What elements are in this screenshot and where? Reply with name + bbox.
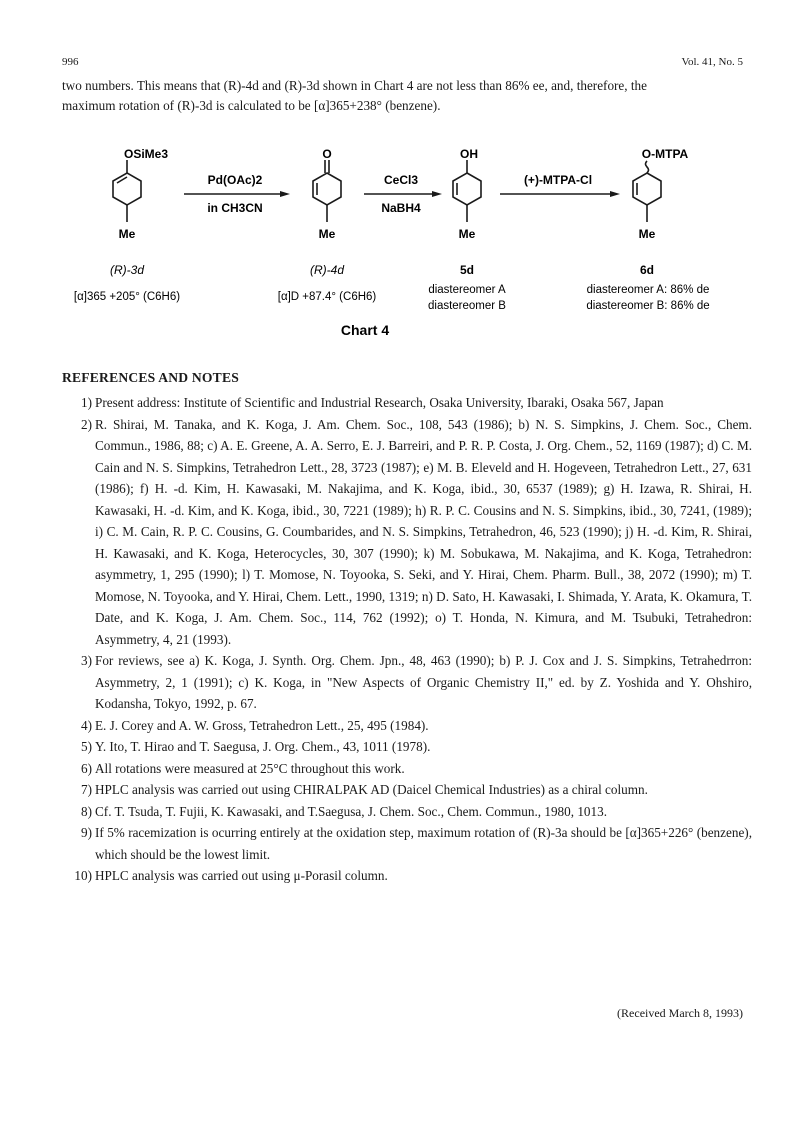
scheme-title: Chart 4 (340, 322, 390, 338)
reference-text: R. Shirai, M. Tanaka, and K. Koga, J. Am. Chem. Soc., 108, 543 (1986); b) N. S. Simpkins, J. Chem. Soc., Chem. Commun., 1986, 88; c) A. E. Greene, A. A. Serro, E. J. Barreiri, and P. R. P. Costa, J. Org. Chem., 52, 1169 (1987); d) C. M. Cain and N. S. Simpkins, Tetrahedron Lett., 28, 3723 (1987); e) M. B. Eleveld and H. Hogeveen, Tetrahedron Lett., 27, 631 (1986); f) H. -d. Kim, H. Kawasaki, M. Nakajima, and K. Koga, ibid., 30, 6537 (1989); g) H. Izawa, R. Shirai, H. Kawasaki, H. -d. Kim, and K. Koga, ibid., 30, 7221 (1989); h) R. P. C. Cousins and N. S. Simpkins, ibid., 30, 7241, (1989); i) C. M. Cain, R. P. C. Cousins, G. Coumbarides, and N. S. Simpkins, Tetrahedron, 46, 523 (1990); j) H. -d. Kim, R. Shirai, H. Kawasaki, and K. Koga, Heterocycles, 30, 307 (1990); k) M. Sobukawa, M. Nakajima, and K. Koga, Tetrahedron: asymmetry, 1, 295 (1990); l) T. Momose, N. Toyooka, S. Seki, and Y. Hirai, Chem. Pharm. Bull., 38, 2072 (1990); m) T. Momose, N. Toyooka, and Y. Hirai, Chem. Lett., 1990, 1319; n) D. Sato, H. Kawasaki, I. Shimada, Y. Arata, K. Okamura, T. Date, and K. Koga, J. Am. Chem. Soc., 114, 762 (1992); o) T. Honda, N. Kimura, and M. Tsubuki, Tetrahedron: Asymmetry, 4, 21 (1993). (95, 416, 752, 647)
arrow-1-condition: in CH3CN (207, 201, 263, 215)
reference-text: If 5% racemization is ocurring entirely at the oxidation step, maximum rotation of (R)-3a should be [α]365+226° (benzene), which should be the lowest limit. (95, 825, 752, 862)
reference-item (62, 822, 752, 865)
reference-number: 7) (81, 782, 92, 797)
reference-number: 5) (81, 739, 92, 754)
reference-number: 8) (81, 803, 92, 819)
reference-number: 2) (81, 416, 92, 432)
arrow-2-reagent: CeCl3 (383, 173, 419, 187)
compound-2-methyl: Me (318, 227, 336, 241)
compound-1-label: (R)-3d (109, 263, 145, 277)
reference-number: 1) (81, 395, 92, 410)
compound-2-rotation: [α]D +87.4° (C6H6) (277, 291, 377, 303)
compound-3-diastereomer-a: diastereomer A (428, 284, 506, 296)
arrow-2-condition: NaBH4 (381, 201, 421, 215)
reference-text: Present address: Institute of Scientific and Industrial Research, Osaka University, Ibaraki, Osaka 567, Japan (95, 395, 664, 410)
intro-line-1: two numbers. This means that (R)-4d and (R)-3d shown in Chart 4 are not less than 86% ee, and, therefore, the (62, 78, 647, 93)
reference-text: All rotations were measured at 25°C throughout this work. (95, 760, 405, 776)
compound-2-substituent: O (322, 147, 332, 161)
reference-number: 10) (74, 868, 92, 883)
compound-2-label: (R)-4d (309, 263, 345, 277)
compound-4-substituent: O-MTPA (641, 147, 689, 161)
reference-text: Y. Ito, T. Hirao and T. Saegusa, J. Org. Chem., 43, 1011 (1978). (95, 739, 431, 754)
received-date: (Received March 8, 1993) (617, 1006, 743, 1020)
intro-paragraph (62, 76, 742, 116)
reference-item (62, 715, 752, 737)
references-list (62, 392, 752, 887)
reference-item (62, 801, 752, 823)
intro-line-2: maximum rotation of (R)-3d is calculated to be [α]365+238° (benzene). (62, 98, 441, 113)
reference-text: For reviews, see a) K. Koga, J. Synth. Org. Chem. Jpn., 48, 463 (1990); b) P. J. Cox and J. S. Simpkins, Tetrahedrron: Asymmetry, 2, 1 (1991); c) K. Koga, in "New Aspects of Organic Chemistry II," ed. by Z. Yoshida and Y. Ohshiro, Kodansha, Tokyo, 1992, p. 67. (95, 653, 752, 711)
reference-item (62, 414, 752, 651)
reference-number: 4) (81, 717, 92, 733)
reference-text: Cf. T. Tsuda, T. Fujii, K. Kawasaki, and T.Saegusa, J. Chem. Soc., Chem. Commun., 1980, 1013. (95, 803, 608, 819)
reference-number: 3) (81, 653, 92, 668)
compound-4-diastereomer-b: diastereomer B: 86% de (586, 300, 710, 312)
compound-4-methyl: Me (638, 227, 656, 241)
journal-volume: Vol. 41, No. 5 (681, 56, 743, 68)
arrow-3-reagent: (+)-MTPA-Cl (523, 173, 593, 187)
compound-1-substituent: OSiMe3 (123, 147, 169, 161)
reference-item (62, 650, 752, 715)
compound-1-rotation: [α]365 +205° (C6H6) (73, 291, 181, 303)
compound-3-label: 5d (459, 263, 475, 277)
reaction-scheme (62, 140, 752, 350)
reference-number: 9) (81, 825, 92, 840)
page-number: 996 (62, 56, 79, 68)
reference-item (62, 736, 752, 758)
compound-4-label: 6d (639, 263, 655, 277)
reference-text: HPLC analysis was carried out using CHIRALPAK AD (Daicel Chemical Industries) as a chiral column. (95, 782, 648, 797)
compound-4-diastereomer-a: diastereomer A: 86% de (586, 284, 710, 296)
reference-text: HPLC analysis was carried out using μ-Porasil column. (95, 868, 388, 883)
arrow-1-reagent: Pd(OAc)2 (207, 173, 263, 187)
reference-item (62, 392, 752, 414)
compound-3-substituent: OH (460, 147, 478, 161)
compound-3-methyl: Me (458, 227, 476, 241)
compound-1-methyl: Me (118, 227, 136, 241)
reference-item (62, 779, 752, 801)
references-heading: REFERENCES AND NOTES (62, 370, 239, 385)
reference-number: 6) (81, 760, 92, 776)
compound-3-diastereomer-b: diastereomer B (428, 300, 506, 312)
reference-item (62, 865, 752, 887)
reference-item (62, 758, 752, 780)
reference-text: E. J. Corey and A. W. Gross, Tetrahedron Lett., 25, 495 (1984). (95, 717, 429, 733)
